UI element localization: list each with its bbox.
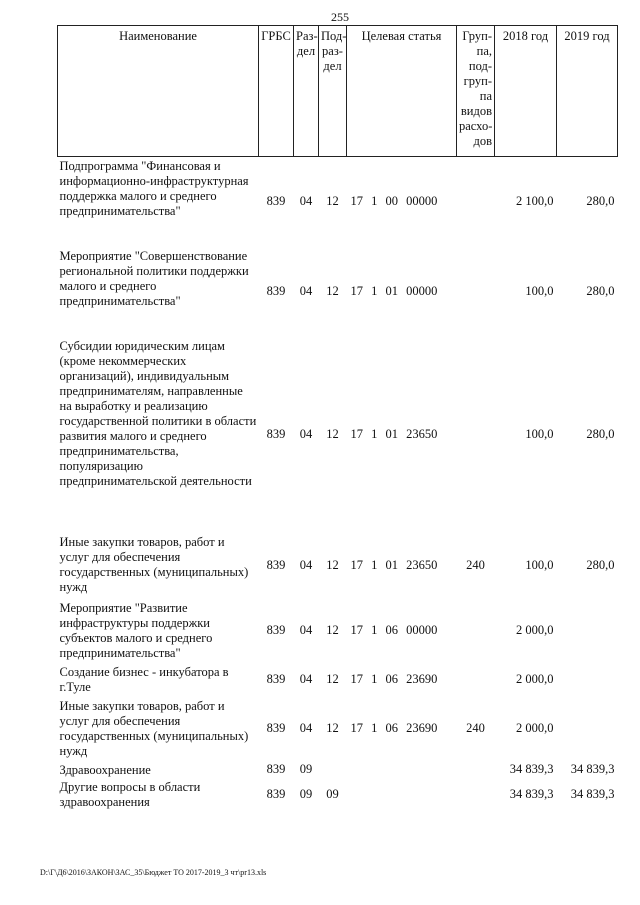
table-row (58, 599, 618, 663)
header-name: Наименование (58, 26, 259, 157)
row-2019: 280,0 (586, 558, 615, 572)
row-grbs: 839 (266, 787, 286, 801)
row-podrazdel: 09 (326, 787, 339, 801)
row-2018: 34 839,3 (509, 787, 554, 801)
row-name: Иные закупки товаров, работ и услуг для обеспечения государственных (муниципальных) нужд (59, 698, 249, 758)
row-podrazdel: 12 (326, 427, 339, 441)
row-grbs: 839 (266, 284, 286, 298)
row-podrazdel: 12 (326, 623, 339, 637)
row-2019: 280,0 (586, 194, 615, 209)
row-target: 17 1 00 00000 (350, 194, 438, 209)
row-2018: 100,0 (525, 558, 554, 572)
row-expense-type (457, 247, 495, 337)
table-row (58, 533, 618, 599)
row-target: 17 1 01 00000 (350, 284, 438, 298)
row-name: Здравоохранение (59, 762, 151, 777)
row-2018: 100,0 (525, 284, 554, 298)
row-razdel: 04 (299, 623, 313, 637)
row-grbs: 839 (266, 721, 286, 735)
row-target: 17 1 01 23650 (350, 558, 438, 572)
row-name: Создание бизнес - инкубатора в г.Туле (59, 664, 229, 694)
row-podrazdel: 12 (326, 284, 339, 298)
row-expense-type: 240 (466, 721, 485, 735)
header-podrazdel: Под- раз- дел (319, 26, 347, 157)
row-grbs: 839 (266, 194, 286, 209)
table-row (58, 761, 618, 778)
row-target: 17 1 06 00000 (350, 623, 438, 637)
row-razdel: 04 (299, 427, 313, 441)
header-row (58, 26, 618, 157)
row-razdel: 04 (299, 194, 313, 209)
table-row (58, 337, 618, 533)
row-2019 (557, 663, 618, 697)
row-grbs: 839 (266, 427, 286, 441)
row-name: Иные закупки товаров, работ и услуг для обеспечения государственных (муниципальных) нужд (59, 534, 249, 594)
row-grbs: 839 (266, 558, 286, 572)
row-grbs: 839 (266, 623, 286, 637)
row-2019 (557, 697, 618, 761)
row-2019: 34 839,3 (570, 787, 615, 801)
row-name: Субсидии юридическим лицам (кроме некоммерческих организаций), индивидуальным предпринимателям, направленные на выработку и реализацию государственной политики в области развития малого и среднего предпринимательства, популяризацию предпринимательской деятельности (59, 338, 257, 488)
row-expense-type (457, 337, 495, 533)
row-podrazdel: 12 (326, 194, 339, 209)
row-expense-type: 240 (466, 558, 485, 572)
row-2019: 34 839,3 (570, 761, 615, 776)
row-2018: 2 000,0 (516, 672, 554, 686)
budget-table-frame (57, 25, 617, 812)
row-2018: 100,0 (525, 427, 554, 441)
row-2018: 2 100,0 (516, 194, 554, 209)
header-2018: 2018 год (495, 26, 557, 157)
row-name: Мероприятие "Развитие инфраструктуры поддержки субъектов малого и среднего предпринимательства" (59, 600, 213, 660)
row-grbs: 839 (266, 672, 286, 686)
table-row (58, 663, 618, 697)
table-row (58, 778, 618, 812)
row-podrazdel: 12 (326, 558, 339, 572)
header-razdel: Раз- дел (294, 26, 319, 157)
table-row (58, 157, 618, 247)
row-name: Подпрограмма "Финансовая и информационно-инфраструктурная поддержка малого и среднего предпринимательства" (59, 159, 249, 218)
row-expense-type (457, 663, 495, 697)
header-target-article: Целевая статья (347, 26, 457, 157)
row-2018: 2 000,0 (516, 623, 554, 637)
row-podrazdel (319, 761, 347, 778)
row-2018: 34 839,3 (509, 761, 554, 776)
row-expense-type (457, 599, 495, 663)
row-razdel: 04 (299, 284, 313, 298)
row-2019: 280,0 (586, 284, 615, 298)
budget-table (57, 25, 618, 812)
row-grbs: 839 (266, 761, 286, 776)
row-2018: 2 000,0 (516, 721, 554, 735)
row-expense-type (457, 761, 495, 778)
row-target: 17 1 01 23650 (350, 427, 438, 441)
row-2019: 280,0 (586, 427, 615, 441)
row-target: 17 1 06 23690 (350, 721, 438, 735)
row-razdel: 04 (299, 672, 313, 686)
row-expense-type (457, 778, 495, 812)
row-target: 17 1 06 23690 (350, 672, 438, 686)
row-podrazdel: 12 (326, 672, 339, 686)
row-razdel: 04 (299, 558, 313, 572)
row-2019 (557, 599, 618, 663)
row-razdel: 09 (299, 761, 313, 776)
row-target (347, 778, 457, 812)
row-razdel: 09 (299, 787, 313, 801)
header-2019: 2019 год (557, 26, 618, 157)
row-target (347, 761, 457, 778)
row-name: Мероприятие "Совершенствование региональной политики поддержки малого и среднего предпринимательства" (59, 248, 249, 308)
header-grbs: ГРБС (259, 26, 294, 157)
table-row (58, 247, 618, 337)
row-expense-type (457, 157, 495, 247)
row-name: Другие вопросы в области здравоохранения (59, 779, 201, 809)
file-path-footer: D:\Г\Д6\2016\ЗАКОН\ЗАС_35\Бюджет ТО 2017-2019_3 чт\рr13.xls (40, 868, 267, 877)
row-razdel: 04 (299, 721, 313, 735)
row-podrazdel: 12 (326, 721, 339, 735)
table-row (58, 697, 618, 761)
header-expense-type: Груп- па, под- груп- па видов расхо- дов (457, 26, 495, 157)
page-number: 255 (331, 10, 349, 24)
